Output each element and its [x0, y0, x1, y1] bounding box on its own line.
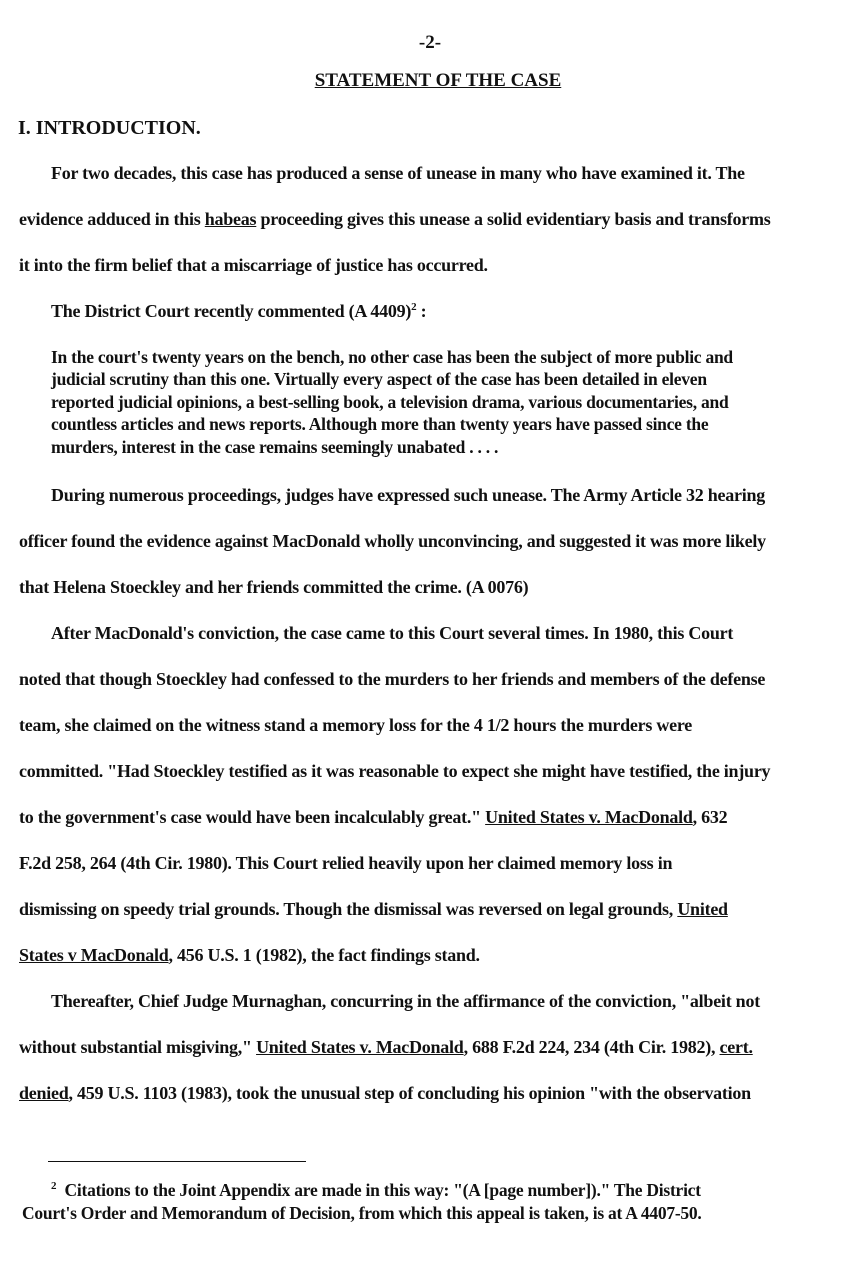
- paragraph-4-line-1: After MacDonald's conviction, the case came to this Court several times. In 1980, this Court: [51, 623, 734, 643]
- paragraph-1-line-3: it into the firm belief that a miscarriage of justice has occurred.: [19, 255, 488, 275]
- footnote-line-1: $^2$ Citations to the Joint Appendix are made in this way: "(A [page number])." The District: [51, 1180, 701, 1200]
- habeas-term: habeas: [204, 209, 257, 229]
- block-quote-line-3: reported judicial opinions, a best-selling book, a television drama, various documentaries, and: [51, 392, 729, 412]
- paragraph-5-line-2: without substantial misgiving," United States v. MacDonald, 688 F.2d 224, 234 (4th Cir. 1982), cert.: [19, 1037, 753, 1057]
- block-quote-line-5: murders, interest in the case remains seemingly unabated . . . .: [51, 437, 499, 457]
- footnote-line-2: Court's Order and Memorandum of Decision, from which this appeal is taken, is at A 4407-50.: [22, 1203, 702, 1223]
- block-quote-line-1: In the court's twenty years on the bench, no other case has been the subject of more public and: [51, 347, 733, 367]
- footnote-marker: 2: [51, 1180, 57, 1193]
- footnote-divider: [48, 1161, 306, 1162]
- paragraph-4-line-3: team, she claimed on the witness stand a memory loss for the 4 1/2 hours the murders were: [19, 715, 693, 735]
- paragraph-3-line-1: During numerous proceedings, judges have expressed such unease. The Army Article 32 hearing: [51, 485, 765, 505]
- block-quote-line-2: judicial scrutiny than this one. Virtually every aspect of the case has been detailed in eleven: [51, 369, 707, 389]
- case-citation: United: [677, 899, 728, 919]
- case-citation: States v MacDonald: [19, 945, 169, 965]
- case-citation: United States v. MacDonald: [485, 807, 693, 827]
- cert-denied-term: denied: [19, 1083, 69, 1103]
- case-citation: United States v. MacDonald: [256, 1037, 464, 1057]
- paragraph-4-line-7: dismissing on speedy trial grounds. Though the dismissal was reversed on legal grounds, United: [19, 899, 728, 919]
- paragraph-4-line-4: committed. "Had Stoeckley testified as it was reasonable to expect she might have testified, the injury: [19, 761, 771, 781]
- paragraph-4-line-8: States v MacDonald, 456 U.S. 1 (1982), the fact findings stand.: [19, 945, 480, 965]
- footnote-reference: 2: [411, 301, 417, 313]
- paragraph-2: The District Court recently commented (A 4409)$^2$ :: [51, 301, 427, 321]
- paragraph-3-line-3: that Helena Stoeckley and her friends committed the crime. (A 0076): [19, 577, 529, 597]
- paragraph-1-line-2: evidence adduced in this habeas proceeding gives this unease a solid evidentiary basis and transforms: [19, 209, 771, 229]
- paragraph-4-line-5: to the government's case would have been incalculably great." United States v. MacDonald, 632: [19, 807, 728, 827]
- paragraph-5-line-3: denied, 459 U.S. 1103 (1983), took the unusual step of concluding his opinion "with the observation: [19, 1083, 751, 1103]
- paragraph-3-line-2: officer found the evidence against MacDonald wholly unconvincing, and suggested it was more likely: [19, 531, 766, 551]
- cert-denied-term: cert.: [719, 1037, 753, 1057]
- block-quote-line-4: countless articles and news reports. Although more than twenty years have passed since the: [51, 414, 709, 434]
- page-number: -2-: [418, 32, 442, 53]
- paragraph-1-line-1: For two decades, this case has produced a sense of unease in many who have examined it. The: [51, 163, 745, 183]
- section-heading: I. INTRODUCTION.: [18, 117, 201, 139]
- paragraph-4-line-2: noted that though Stoeckley had confessed to the murders to her friends and members of the defense: [19, 669, 766, 689]
- paragraph-4-line-6: F.2d 258, 264 (4th Cir. 1980). This Court relied heavily upon her claimed memory loss in: [19, 853, 673, 873]
- page-title: STATEMENT OF THE CASE: [314, 70, 562, 91]
- paragraph-5-line-1: Thereafter, Chief Judge Murnaghan, concurring in the affirmance of the conviction, "albeit not: [51, 991, 760, 1011]
